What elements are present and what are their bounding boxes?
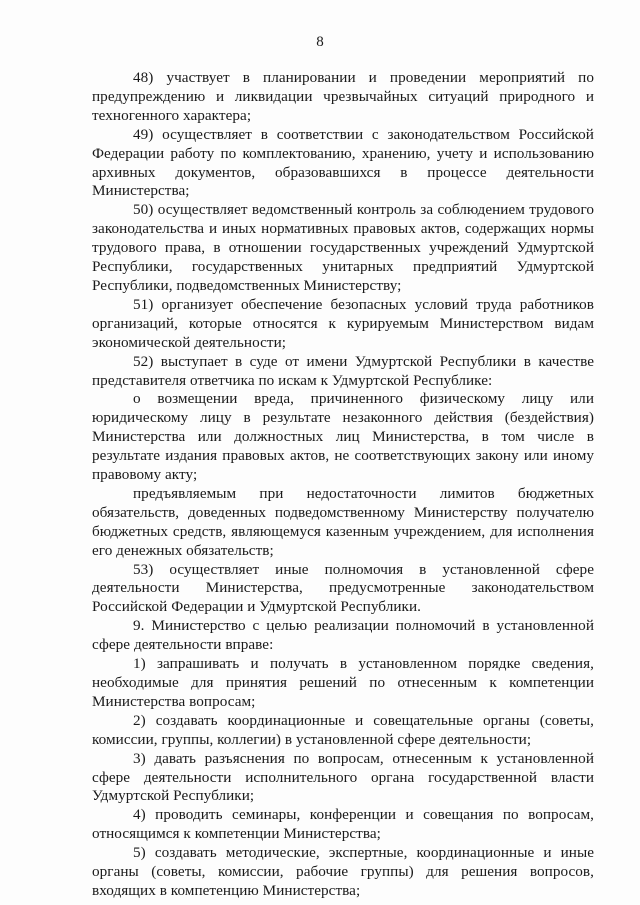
paragraph-item-53: 53) осуществляет иные полномочия в установленной сфере деятельности Министерства, предусмотренные законодательством Российской Федерации и Удмуртской Республики.	[92, 560, 594, 616]
paragraph-right-3: 3) давать разъяснения по вопросам, отнесенным к установленной сфере деятельности исполнительного органа государственной власти Удмуртской Республики;	[92, 749, 594, 805]
paragraph-item-48: 48) участвует в планировании и проведении мероприятий по предупреждению и ликвидации чрезвычайных ситуаций природного и техногенного характера;	[92, 69, 594, 124]
paragraph-item-52-budget: предъявляемым при недостаточности лимитов бюджетных обязательств, доведенных подведомственному Министерству получателю бюджетных средств, являющемуся казенным учреждением, для исполнения его денежных обязательств;	[92, 484, 594, 559]
paragraph-right-4: 4) проводить семинары, конференции и совещания по вопросам, относящимся к компетенции Министерства;	[92, 806, 594, 843]
paragraph-item-51: 51) организует обеспечение безопасных условий труда работников организаций, которые относятся к курируемым Министерством видам экономической деятельности;	[92, 295, 594, 351]
paragraph-item-52-damages: о возмещении вреда, причиненного физическому лицу или юридическому лицу в результате незаконного действия (бездействия) Министерства или должностных лиц Министерства, в том числе в результате издания правовых актов, не соответствующих закону или иному правовому акту;	[92, 390, 594, 484]
paragraph-item-49: 49) осуществляет в соответствии с законодательством Российской Федерации работу по комплектованию, хранению, учету и использованию архивных документов, образовавшихся в процессе деятельности Министерства;	[92, 125, 594, 200]
page-number: 8	[316, 34, 324, 50]
paragraph-item-50: 50) осуществляет ведомственный контроль за соблюдением трудового законодательства и иных нормативных правовых актов, содержащих нормы трудового права, в отношении государственных учреждений Удмуртской Республики, государственных унитарных предприятий Удмуртской Республики, подведомственных Министерству;	[92, 201, 594, 294]
paragraph-right-1: 1) запрашивать и получать в установленном порядке сведения, необходимые для принятия решений по отнесенным к компетенции Министерства вопросам;	[92, 655, 594, 710]
paragraph-right-5: 5) создавать методические, экспертные, координационные и иные органы (советы, комиссии, рабочие группы) для решения вопросов, входящих в компетенцию Министерства;	[92, 844, 594, 899]
paragraph-item-52: 52) выступает в суде от имени Удмуртской Республики в качестве представителя ответчика по искам к Удмуртской Республике:	[92, 352, 594, 389]
document-body	[92, 69, 594, 901]
paragraph-section-9: 9. Министерство с целью реализации полномочий в установленной сфере деятельности вправе:	[92, 617, 594, 654]
paragraph-right-2: 2) создавать координационные и совещательные органы (советы, комиссии, группы, коллегии) в установленной сфере деятельности;	[92, 711, 594, 748]
